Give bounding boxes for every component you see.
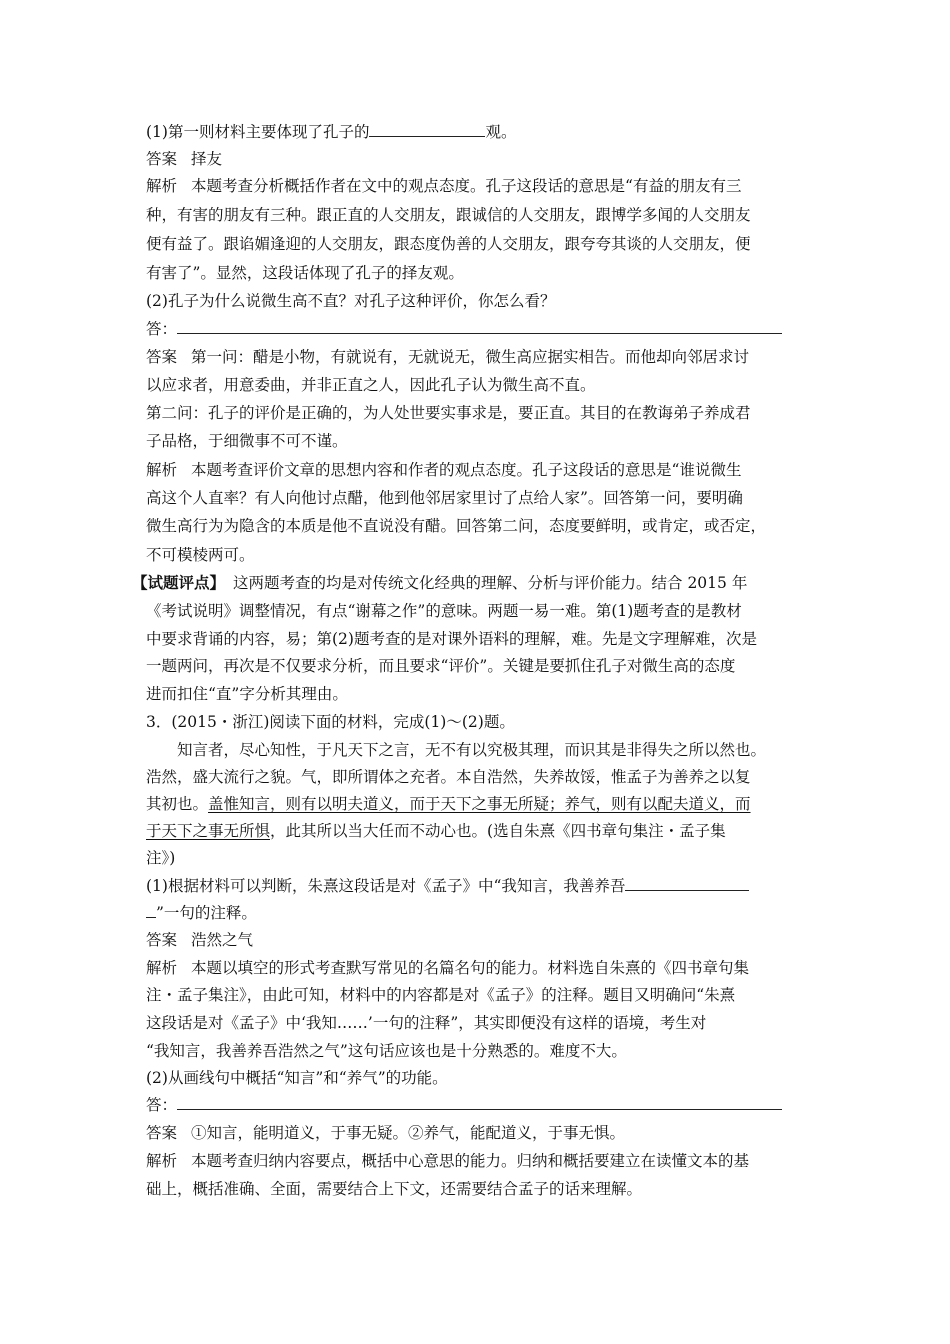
review-line: 进而扣住“直”字分析其理由。 bbox=[146, 685, 348, 703]
q3-sub1-analysis-line bbox=[146, 958, 816, 978]
q2-answer bbox=[146, 347, 816, 367]
review-line: 一题两问，再次是不仅要求分析，而且要求“评价”。关键是要抓住孔子对微生高的态度 bbox=[146, 657, 736, 675]
q3-sub1-question-cont bbox=[146, 903, 816, 923]
analysis-text: 本题考查分析概括作者在文中的观点态度。孔子这段话的意思是“有益的朋友有三 bbox=[191, 177, 742, 195]
answer-prompt: 答： bbox=[146, 320, 178, 338]
q3-sub1-blank[interactable] bbox=[625, 876, 749, 891]
passage-text: ，此其所以当大任而不动心也。(选自朱熹《四书章句集注・孟子集 bbox=[270, 822, 726, 840]
review-label: 【试题评点】 bbox=[132, 573, 226, 592]
q3-sub2-answer-line[interactable] bbox=[177, 1095, 782, 1110]
analysis-label: 解析 bbox=[146, 177, 178, 195]
passage-line: 浩然，盛大流行之貌。气，即所谓体之充者。本自浩然，失养故馁，惟孟子为善养之以复 bbox=[146, 768, 751, 786]
q3-sub1-question bbox=[146, 876, 816, 896]
answer-label: 答案 bbox=[146, 348, 178, 366]
q3-sub2-analysis-line: 础上，概括准确、全面，需要结合上下文，还需要结合孟子的话来理解。 bbox=[146, 1180, 643, 1198]
q1-blank[interactable] bbox=[369, 122, 485, 137]
passage-line: 知言者，尽心知性，于凡天下之言，无不有以究极其理，而识其是非得失之所以然也。 bbox=[177, 741, 767, 759]
passage-line: 注》) bbox=[146, 849, 176, 867]
q2-answer-line-text: 以应求者，用意委曲，并非正直之人，因此孔子认为微生高不直。 bbox=[146, 376, 596, 394]
q3-sub1-analysis-line: 注・孟子集注》，由此可知，材料中的内容都是对《孟子》的注释。题目又明确问“朱熹 bbox=[146, 986, 736, 1004]
q2-analysis-line bbox=[146, 460, 816, 480]
review-line bbox=[132, 573, 802, 593]
q2-answer-line-text: 子品格，于细微事不可不谨。 bbox=[146, 432, 348, 450]
passage-underlined-text: 于天下之事无所惧 bbox=[146, 822, 271, 840]
analysis-text: 本题以填空的形式考查默写常见的名篇名句的能力。材料选自朱熹的《四书章句集 bbox=[191, 959, 750, 977]
analysis-text: 本题考查归纳内容要点，概括中心意思的能力。归纳和概括要建立在读懂文本的基 bbox=[191, 1152, 750, 1170]
analysis-label: 解析 bbox=[146, 461, 178, 479]
q3-sub1-answer bbox=[146, 930, 816, 950]
q3-sub1-analysis-line: 这段话是对《孟子》中‘我知……’一句的注释”，其实即便没有这样的语境，考生对 bbox=[146, 1014, 707, 1032]
passage-line bbox=[146, 821, 816, 841]
answer-text: ①知言，能明道义，于事无疑。②养气，能配道义，于事无惧。 bbox=[191, 1124, 626, 1142]
answer-prompt: 答： bbox=[146, 1096, 178, 1114]
q1-analysis-line: 种，有害的朋友有三种。跟正直的人交朋友，跟诚信的人交朋友，跟博学多闻的人交朋友 bbox=[146, 206, 751, 224]
q2-analysis-line: 高这个人直率？有人向他讨点醋，他到他邻居家里讨了点给人家”。回答第一问，要明确 bbox=[146, 489, 743, 507]
q2-analysis-line: 微生高行为为隐含的本质是他不直说没有醋。回答第二问，态度要鲜明，或肯定，或否定， bbox=[146, 517, 767, 535]
answer-label: 答案 bbox=[146, 1124, 178, 1142]
answer-label: 答案 bbox=[146, 931, 178, 949]
q1-question-text: (1)第一则材料主要体现了孔子的 bbox=[146, 123, 370, 141]
q2-question: (2)孔子为什么说微生高不直？对孔子这种评价，你怎么看？ bbox=[146, 292, 556, 310]
q2-analysis-line: 不可模棱两可。 bbox=[146, 546, 255, 564]
q1-question bbox=[146, 122, 816, 142]
q1-answer-text: 择友 bbox=[191, 150, 223, 168]
analysis-label: 解析 bbox=[146, 959, 178, 977]
q3-sub2-answer bbox=[146, 1123, 816, 1143]
q2-answer-line[interactable] bbox=[177, 319, 782, 334]
answer-text: 浩然之气 bbox=[191, 931, 254, 949]
q1-analysis-line: 有害了”。显然，这段话体现了孔子的择友观。 bbox=[146, 264, 464, 282]
review-text: 这两题考查的均是对传统文化经典的理解、分析与评价能力。结合 2015 年 bbox=[233, 574, 748, 592]
q1-analysis-line: 便有益了。跟谄媚逢迎的人交朋友，跟态度伪善的人交朋友，跟夸夸其谈的人交朋友，便 bbox=[146, 235, 751, 253]
q3-sub1-blank-cont[interactable] bbox=[146, 903, 156, 918]
q3-sub2-analysis-line bbox=[146, 1151, 816, 1171]
q2-answer-line-text: 第二问：孔子的评价是正确的，为人处世要实事求是，要正直。其目的在教诲弟子养成君 bbox=[146, 404, 751, 422]
passage-text: 其初也。 bbox=[146, 795, 209, 813]
question-text: ”一句的注释。 bbox=[156, 904, 257, 922]
q3-heading: 3．(2015・浙江)阅读下面的材料，完成(1)～(2)题。 bbox=[146, 713, 515, 731]
q3-sub1-analysis-line: “我知言，我善养吾浩然之气”这句话应该也是十分熟悉的。难度不大。 bbox=[146, 1042, 627, 1060]
q2-answer-prompt bbox=[146, 319, 816, 339]
q1-answer bbox=[146, 149, 816, 169]
review-line: 《考试说明》调整情况，有点“谢幕之作”的意味。两题一易一难。第(1)题考查的是教材 bbox=[146, 602, 742, 620]
analysis-label: 解析 bbox=[146, 1152, 178, 1170]
answer-label: 答案 bbox=[146, 150, 178, 168]
q1-question-suffix: 观。 bbox=[485, 123, 517, 141]
passage-underlined-text: 盖惟知言，则有以明夫道义，而于天下之事无所疑；养气，则有以配夫道义，而 bbox=[208, 795, 751, 813]
q1-analysis-line bbox=[146, 176, 816, 196]
q3-sub2-question: (2)从画线句中概括“知言”和“养气”的功能。 bbox=[146, 1069, 448, 1087]
question-text: (1)根据材料可以判断，朱熹这段话是对《孟子》中“我知言，我善养吾 bbox=[146, 877, 626, 895]
q3-sub2-answer-prompt bbox=[146, 1095, 816, 1115]
answer-text: 第一问：醋是小物，有就说有，无就说无，微生高应据实相告。而他却向邻居求讨 bbox=[191, 348, 750, 366]
analysis-text: 本题考查评价文章的思想内容和作者的观点态度。孔子这段话的意思是“谁说微生 bbox=[191, 461, 742, 479]
passage-line bbox=[146, 794, 816, 814]
review-line: 中要求背诵的内容，易；第(2)题考查的是对课外语料的理解，难。先是文字理解难，次是 bbox=[146, 630, 757, 648]
